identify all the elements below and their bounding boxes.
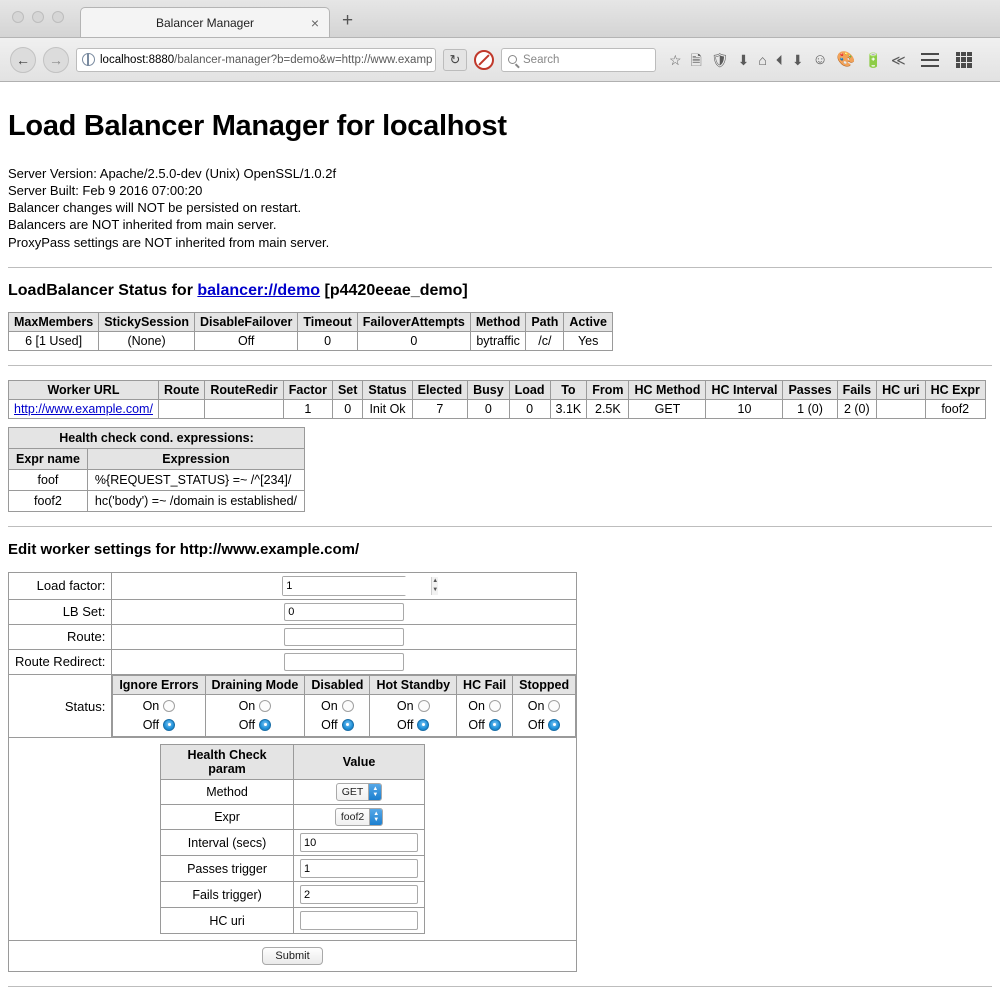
load-factor-stepper[interactable]: [282, 576, 439, 596]
lb-set-input[interactable]: [284, 603, 404, 621]
table-header-row: [161, 745, 425, 780]
radio-off-disabled[interactable]: [311, 716, 363, 735]
toolbar-icons: [669, 52, 972, 68]
radio-on-ignore-errors[interactable]: [119, 697, 198, 716]
th-fails: Fails: [837, 380, 877, 399]
health-check-param-table: [160, 744, 425, 934]
cell-set: 0: [332, 399, 362, 418]
status-disabled: [305, 694, 370, 737]
radio-button-on[interactable]: [259, 700, 271, 712]
table-header-row: [9, 312, 613, 331]
on-label: On: [396, 698, 414, 713]
server-version: Server Version: Apache/2.5.0-dev (Unix) OpenSSL/1.0.2f: [8, 166, 337, 181]
radio-off-stopped[interactable]: [519, 716, 569, 735]
balancer-link[interactable]: balancer://demo: [197, 281, 321, 299]
status-hot-standby: [370, 694, 457, 737]
page-title: Load Balancer Manager for localhost: [8, 110, 507, 142]
hc-row-fails: [161, 882, 425, 908]
cell-maxmembers: 6 [1 Used]: [9, 331, 99, 350]
th-hc-method: HC Method: [629, 380, 706, 399]
route-input[interactable]: [284, 628, 404, 646]
url-host: localhost:8880: [100, 53, 175, 66]
balancer-heading-suffix: [p4420eeae_demo]: [320, 281, 468, 299]
hc-passes-input[interactable]: [300, 859, 418, 878]
table-row: [9, 469, 305, 490]
download-icon[interactable]: ⬇: [737, 51, 750, 68]
pocket-icon[interactable]: ⬇: [791, 51, 804, 68]
tab-balancer-manager[interactable]: [80, 7, 330, 37]
th-path: Path: [526, 312, 564, 331]
cell-failoverattempts: 0: [357, 331, 470, 350]
cell-disablefailover: Off: [194, 331, 297, 350]
divider-1: [8, 267, 992, 268]
radio-on-draining-mode[interactable]: [212, 697, 299, 716]
th-expr-name: Expr name: [9, 448, 88, 469]
off-label: Off: [527, 717, 545, 732]
window-controls[interactable]: [12, 11, 64, 23]
cell-from: 2.5K: [587, 399, 629, 418]
status-stopped: [513, 694, 576, 737]
table-row: [9, 399, 986, 418]
cell-expr-name: foof: [9, 469, 88, 490]
edit-worker-form: [8, 572, 577, 973]
th-maxmembers: MaxMembers: [9, 312, 99, 331]
label-load-factor: Load factor:: [9, 572, 112, 599]
server-info: [8, 165, 992, 251]
submit-button[interactable]: Submit: [262, 947, 322, 965]
table-header-row: [113, 675, 576, 694]
hc-caption-row: [9, 427, 305, 448]
new-tab-icon[interactable]: +: [342, 10, 354, 31]
radio-on-stopped[interactable]: [519, 697, 569, 716]
label-route-redirect: Route Redirect:: [9, 649, 112, 674]
submit-cell: [9, 941, 577, 972]
label-hc-uri: HC uri: [161, 908, 294, 934]
off-label: Off: [142, 717, 160, 732]
reader-icon[interactable]: 🗎: [690, 51, 702, 68]
back-arrow-icon[interactable]: ←: [10, 47, 36, 73]
cell-timeout: 0: [298, 331, 357, 350]
cell-expression: %{REQUEST_STATUS} =~ /^[234]/: [87, 469, 304, 490]
cell-active: Yes: [564, 331, 613, 350]
hc-row-passes: [161, 856, 425, 882]
radio-button-off[interactable]: [417, 719, 429, 731]
stepper-down-icon[interactable]: ▼: [432, 587, 439, 594]
minimize-window-button[interactable]: [32, 11, 44, 23]
th-method: Method: [470, 312, 525, 331]
radio-button-on[interactable]: [163, 700, 175, 712]
hc-row-expr: [161, 805, 425, 830]
th-failoverattempts: FailoverAttempts: [357, 312, 470, 331]
home-icon[interactable]: ⌂: [758, 51, 767, 68]
url-path: /balancer-manager?b=demo&w=http://www.examp: [174, 53, 433, 66]
send-icon[interactable]: ⏴: [775, 51, 783, 68]
label-hc-method: Method: [161, 780, 294, 805]
field-hc-passes-cell: [294, 856, 425, 882]
forward-arrow-icon[interactable]: →: [43, 47, 69, 73]
th-hc-value: Value: [294, 745, 425, 780]
hc-row-method: [161, 780, 425, 805]
field-route-cell: [112, 624, 577, 649]
cell-hc-interval: 10: [706, 399, 783, 418]
field-hc-fails-cell: [294, 882, 425, 908]
th-draining-mode: Draining Mode: [205, 675, 305, 694]
th-timeout: Timeout: [298, 312, 357, 331]
table-header-row: [9, 448, 305, 469]
balancer-table: [8, 312, 613, 351]
off-label: Off: [397, 717, 414, 732]
cell-fails: 2 (0): [837, 399, 877, 418]
load-factor-input[interactable]: [283, 577, 431, 595]
persist-note: Balancer changes will NOT be persisted on restart.: [8, 200, 302, 216]
th-to: To: [550, 380, 587, 399]
cell-worker-url[interactable]: [9, 399, 159, 418]
hc-row-interval: [161, 830, 425, 856]
radio-on-disabled[interactable]: [311, 697, 363, 716]
on-label: On: [321, 698, 338, 713]
star-icon[interactable]: ☆: [669, 51, 682, 68]
search-icon: [508, 55, 517, 64]
page-content: [0, 82, 1000, 987]
server-built: Server Built: Feb 9 2016 07:00:20: [8, 183, 203, 199]
cell-load: 0: [509, 399, 550, 418]
reload-icon[interactable]: ↻: [443, 49, 467, 71]
off-label: Off: [321, 717, 338, 732]
hc-method-select[interactable]: [336, 783, 383, 801]
cell-stickysession: (None): [99, 331, 195, 350]
cell-busy: 0: [468, 399, 510, 418]
inherit-note: Balancers are NOT inherited from main server.: [8, 217, 277, 233]
on-label: On: [527, 698, 545, 713]
th-hc-expr: HC Expr: [925, 380, 985, 399]
on-label: On: [142, 698, 160, 713]
chevron-updown-icon[interactable]: ▲ ▼: [368, 784, 381, 800]
th-disabled: Disabled: [305, 675, 370, 694]
form-row-route-redirect: [9, 649, 577, 674]
radio-on-hc-fail[interactable]: [463, 697, 506, 716]
th-hc-interval: HC Interval: [706, 380, 783, 399]
th-load: Load: [509, 380, 550, 399]
form-row-load-factor: [9, 572, 577, 599]
th-hc-fail: HC Fail: [457, 675, 513, 694]
hc-expr-select[interactable]: [335, 808, 383, 826]
radio-button-on[interactable]: [418, 700, 430, 712]
worker-url-link[interactable]: http://www.example.com/: [14, 401, 153, 416]
cell-hc-method: GET: [629, 399, 706, 418]
table-row: [9, 490, 305, 511]
globe-icon: [82, 53, 95, 66]
th-route: Route: [158, 380, 204, 399]
tab-title: Balancer Manager: [155, 15, 255, 30]
field-hc-method-cell: [294, 780, 425, 805]
table-row: [9, 331, 613, 350]
radio-button-on[interactable]: [489, 700, 501, 712]
status-ignore-errors: [113, 694, 205, 737]
form-row-status: [9, 674, 577, 738]
route-redirect-input[interactable]: [284, 653, 404, 671]
radio-off-hot-standby[interactable]: [376, 716, 450, 735]
tab-close-icon[interactable]: ×: [310, 14, 319, 31]
blocked-icon[interactable]: [474, 50, 494, 70]
hc-interval-input[interactable]: [300, 833, 418, 852]
th-passes: Passes: [783, 380, 837, 399]
table-header-row: [9, 380, 986, 399]
th-ignore-errors: Ignore Errors: [113, 675, 205, 694]
cell-elected: 7: [412, 399, 467, 418]
field-hc-expr-cell: [294, 805, 425, 830]
status-hc-fail: [457, 694, 513, 737]
cell-hc-uri: [877, 399, 926, 418]
stepper-up-icon[interactable]: ▲: [432, 578, 439, 585]
th-set: Set: [332, 380, 362, 399]
status-draining-mode: [205, 694, 305, 737]
on-label: On: [468, 698, 485, 713]
browser-titlebar: [0, 0, 1000, 38]
field-route-redirect-cell: [112, 649, 577, 674]
form-row-submit: [9, 941, 577, 972]
field-hc-interval-cell: [294, 830, 425, 856]
th-status: Status: [363, 380, 412, 399]
status-cell: [112, 674, 577, 738]
th-stopped: Stopped: [513, 675, 576, 694]
hc-caption: Health check cond. expressions:: [9, 427, 305, 448]
field-lb-set-cell: [112, 599, 577, 624]
radio-off-ignore-errors[interactable]: [119, 716, 198, 735]
palette-icon[interactable]: 🎨: [836, 51, 856, 68]
cell-routeredir: [205, 399, 283, 418]
maximize-window-button[interactable]: [52, 11, 64, 23]
edit-worker-heading: Edit worker settings for http://www.example.com/: [8, 540, 360, 558]
th-hc-uri: HC uri: [877, 380, 926, 399]
th-routeredir: RouteRedir: [205, 380, 283, 399]
radio-button-off[interactable]: [163, 719, 175, 731]
shield-icon[interactable]: 🛡: [710, 51, 729, 68]
th-worker-url: Worker URL: [9, 380, 159, 399]
th-stickysession: StickySession: [99, 312, 195, 331]
apps-grid-icon[interactable]: [956, 52, 972, 68]
search-input[interactable]: [501, 48, 656, 72]
balancer-status-heading: [8, 282, 992, 300]
cell-hc-expr: foof2: [925, 399, 985, 418]
th-expression: Expression: [87, 448, 304, 469]
radio-button-off[interactable]: [548, 719, 560, 731]
emoji-icon[interactable]: ☺: [812, 51, 828, 68]
radio-off-hc-fail[interactable]: [463, 716, 506, 735]
cell-passes: 1 (0): [783, 399, 837, 418]
divider-2: [8, 365, 992, 366]
chevron-updown-icon[interactable]: ▲ ▼: [369, 809, 382, 825]
th-busy: Busy: [468, 380, 510, 399]
cell-to: 3.1K: [550, 399, 587, 418]
hamburger-menu-icon[interactable]: [921, 53, 939, 67]
radio-on-hot-standby[interactable]: [376, 697, 450, 716]
form-row-lb-set: [9, 599, 577, 624]
status-options-table: [112, 675, 576, 738]
th-active: Active: [564, 312, 613, 331]
field-load-factor-cell: [112, 572, 577, 599]
label-route: Route:: [9, 624, 112, 649]
cell-path: /c/: [526, 331, 564, 350]
status-radio-row: [113, 694, 576, 737]
hc-fails-input[interactable]: [300, 885, 418, 904]
radio-button-off[interactable]: [489, 719, 501, 731]
hc-row-uri: [161, 908, 425, 934]
radio-button-on[interactable]: [548, 700, 560, 712]
th-disablefailover: DisableFailover: [194, 312, 297, 331]
address-bar[interactable]: [76, 48, 436, 72]
chevron-down-icon[interactable]: ≪: [891, 51, 906, 68]
battery-icon[interactable]: 🔋: [864, 51, 882, 68]
th-hot-standby: Hot Standby: [370, 675, 457, 694]
divider-3: [8, 526, 992, 527]
on-label: On: [238, 698, 256, 713]
radio-button-off[interactable]: [342, 719, 354, 731]
hc-expressions-table: [8, 427, 305, 512]
stepper-buttons[interactable]: [431, 577, 438, 595]
balancer-heading-prefix: LoadBalancer Status for: [8, 281, 198, 299]
cell-expr-name: foof2: [9, 490, 88, 511]
browser-navbar: [0, 38, 1000, 82]
label-lb-set: LB Set:: [9, 599, 112, 624]
proxypass-note: ProxyPass settings are NOT inherited from main server.: [8, 234, 330, 250]
field-hc-uri-cell: [294, 908, 425, 934]
close-window-button[interactable]: [12, 11, 24, 23]
health-check-cell: [9, 738, 577, 941]
label-hc-passes: Passes trigger: [161, 856, 294, 882]
th-hc-param: Health Check param: [161, 745, 294, 780]
hc-expr-selected-value: foof2: [340, 811, 365, 824]
cell-status: Init Ok: [363, 399, 412, 418]
label-status: Status:: [9, 674, 112, 738]
off-label: Off: [238, 717, 256, 732]
browser-window: [0, 0, 1000, 82]
label-hc-expr: Expr: [161, 805, 294, 830]
worker-table: [8, 380, 986, 419]
th-elected: Elected: [412, 380, 467, 399]
search-placeholder: Search: [523, 53, 560, 66]
radio-button-off[interactable]: [259, 719, 271, 731]
label-hc-fails: Fails trigger): [161, 882, 294, 908]
off-label: Off: [468, 717, 485, 732]
cell-method: bytraffic: [470, 331, 525, 350]
form-row-route: [9, 624, 577, 649]
th-factor: Factor: [283, 380, 332, 399]
radio-off-draining-mode[interactable]: [212, 716, 299, 735]
hc-method-selected-value: GET: [341, 786, 364, 799]
form-row-health-check: [9, 738, 577, 941]
cell-factor: 1: [283, 399, 332, 418]
cell-expression: hc('body') =~ /domain is established/: [87, 490, 304, 511]
label-hc-interval: Interval (secs): [161, 830, 294, 856]
cell-route: [158, 399, 204, 418]
hc-uri-input[interactable]: [300, 911, 418, 930]
th-from: From: [587, 380, 629, 399]
tab-strip: [80, 0, 353, 37]
radio-button-on[interactable]: [342, 700, 354, 712]
